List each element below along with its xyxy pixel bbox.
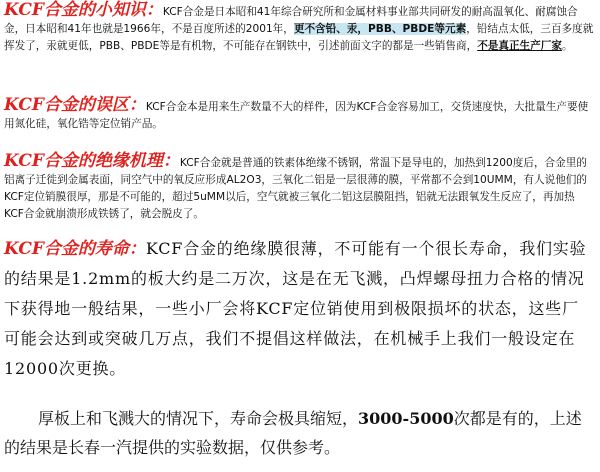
knowledge-highlight: 更不含铅、汞，PBB、PBDE等元素	[293, 23, 467, 35]
lifespan-text: KCF合金的绝缘膜很薄，不可能有一个很长寿命，我们实验的结果是1.2mm的板大约是二万次，这是在无飞溅，凸焊螺母扭力合格的情况下获得地一般结果，一些小厂会将KCF定位销使用到极限损坏的状态，这些厂可能会达到或突破几万点，我们不提倡这样做法，在机械手上我们一般设定在12000次更换。	[4, 239, 587, 378]
note-bold-range: 3000-5000	[358, 409, 454, 428]
insulation-text: KCF合金就是普通的铁素体绝缘不锈钢，常温下是导电的，加热到1200度后，合金里的铝离子迁徙到金属表面，同空气中的氧反应形成AL2O3，三氧化二铝是一层很薄的膜，平常都不会到10UMM，有人说他们的KCF定位销膜很厚，那是不可能的，超过5uMM以后，空气就被三氧化二铝这层膜阻挡，铝就无法跟氧发生反应了，再加热KCF合金就崩溃形成铁锈了，就会脱皮了。	[4, 157, 587, 220]
note-text-b: 次都是有的，上述的结果是长春一汽提供的实验数据，仅供参考。	[4, 409, 582, 457]
section-heading-knowledge: KCF合金的小知识：	[4, 0, 163, 20]
section-heading-misconception: KCF合金的误区：	[4, 95, 146, 115]
knowledge-emphasis: 不是真正生产厂家	[477, 40, 562, 52]
knowledge-text-a: KCF合金是日本昭和41年综合研究所和金属材料事业部共同研发的耐高温氧化、耐腐蚀合金，日本昭和41年也就是1966年，不是百度所述的2001年，	[4, 6, 578, 35]
section-knowledge	[4, 2, 594, 55]
note-text-a: 厚板上和飞溅大的情况下，寿命会极具缩短，	[38, 409, 359, 428]
section-heading-lifespan: KCF合金的寿命：	[4, 239, 146, 259]
section-misconception	[4, 97, 594, 133]
section-note	[4, 404, 594, 462]
knowledge-text-b: ，铅结点太低，三百多度就挥发了，汞就更低，PBB、PBDE等是有机物，不可能存在钢铁中，引述前面文字的都是一些销售商，	[4, 23, 594, 52]
section-insulation	[4, 153, 594, 223]
misconception-text: KCF合金本是用来生产数量不大的样件，因为KCF合金容易加工，交货速度快，大批量生产要使用氮化硅，氧化锆等定位销产品。	[4, 101, 589, 130]
section-lifespan	[4, 234, 594, 384]
section-heading-insulation: KCF合金的绝缘机理：	[4, 151, 180, 171]
knowledge-text-c: 。	[561, 40, 573, 52]
